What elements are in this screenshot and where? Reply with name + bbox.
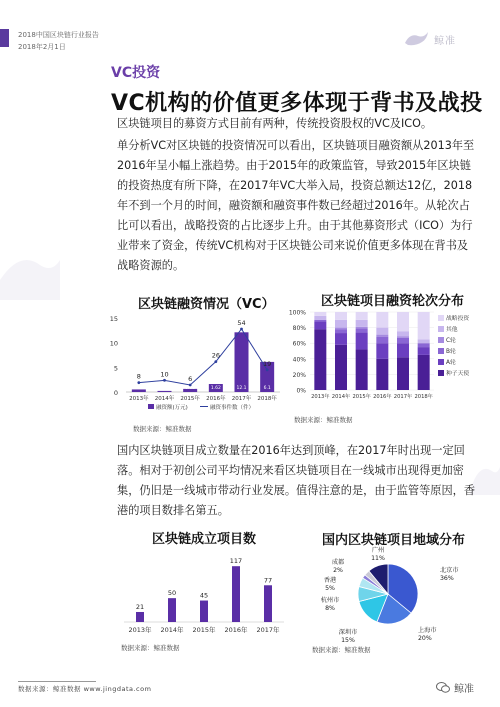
chart2-segment	[356, 332, 368, 349]
chart2-legend-swatch	[438, 315, 444, 321]
chart2-x-tick: 2013年	[311, 394, 330, 400]
chart4-label-name: 北京市	[440, 567, 459, 574]
chart4-label-pct: 5%	[325, 585, 335, 592]
chart2-legend-label: 其他	[446, 327, 458, 333]
chart4-regional-pie	[300, 542, 490, 642]
report-title: 2018中国区块链行业报告	[18, 31, 99, 39]
chart3-value-label: 50	[167, 589, 177, 598]
chart2-x-tick: 2014年	[331, 394, 351, 400]
chart2-segment	[356, 328, 368, 332]
chart4-label-name: 成都	[331, 559, 345, 566]
chart3-bar	[200, 601, 208, 622]
chart2-legend-label: A轮	[446, 360, 456, 366]
chart3-value-label: 117	[229, 557, 243, 566]
footer-divider	[18, 681, 96, 682]
chart2-segment	[397, 338, 409, 343]
chart3-bar	[232, 566, 240, 622]
chart1-y-tick: 15	[109, 315, 118, 323]
paragraph-regional: 国内区块链项目成立数量在2016年达到顶峰，在2017年时出现一定回落。相对于初创公司平均情况来看区块链项目在一线城市出现得更加密集，仍旧是一线城市带动行业发展。值得注意的是，由于监管等原因，香港的项目数排名第五。	[117, 444, 476, 517]
footer-source: 数据来源：鲸准数据 www.jingdata.com	[18, 685, 152, 693]
chart1-amount-label: 0.52	[133, 386, 144, 391]
chart1-event-point	[163, 379, 166, 382]
chart1-amount-label: 0.22	[159, 386, 170, 391]
chart3-project-count	[118, 548, 290, 640]
chart2-x-tick: 2017年	[393, 394, 413, 400]
chart1-legend-swatch-amount	[148, 404, 154, 409]
chart1-event-label: 8	[136, 372, 141, 381]
chart4-label-name: 深圳市	[338, 629, 358, 636]
chart2-segment	[356, 349, 368, 390]
chart2-legend-label: 战略投资	[446, 316, 470, 322]
chart2-segment	[418, 347, 430, 355]
chart4-label-name: 香港	[323, 577, 337, 584]
chart2-segment	[376, 337, 388, 343]
chart2-legend-label: C轮	[446, 338, 456, 344]
chart4-source: 数据来源：鲸准数据	[312, 646, 371, 654]
chart2-segment	[314, 329, 326, 390]
chart4-label-pct: 8%	[325, 605, 335, 612]
chart2-segment	[418, 343, 430, 347]
chart2-round-distribution	[286, 308, 490, 408]
chart2-y-tick: 40%	[292, 356, 306, 364]
chart2-segment	[376, 343, 388, 359]
chart2-segment	[397, 332, 409, 337]
report-date: 2018年2月1日	[18, 43, 66, 51]
chart2-legend-swatch	[438, 337, 444, 343]
chart1-x-tick: 2015年	[180, 396, 200, 402]
whale-icon	[404, 30, 430, 48]
chart1-amount-label: 6.1	[263, 386, 271, 391]
chart1-x-tick: 2017年	[231, 396, 252, 402]
chart1-event-label: 26	[211, 351, 220, 360]
chart2-segment	[397, 343, 409, 357]
chart2-segment	[314, 320, 326, 322]
chart2-segment	[418, 312, 430, 339]
chart1-bar	[158, 391, 172, 392]
chart2-title: 区块链项目融资轮次分布	[321, 294, 465, 309]
chart1-y-tick: 10	[109, 339, 118, 348]
chart1-bar	[235, 332, 249, 392]
chart3-source: 数据来源：鲸准数据	[121, 644, 180, 652]
chart2-y-tick: 0%	[296, 387, 306, 395]
chart4-label-pct: 36%	[440, 575, 454, 582]
chart2-segment	[335, 345, 347, 390]
chart1-legend-events: 融资事件数（件）	[210, 405, 255, 411]
chart2-y-tick: 100%	[288, 309, 306, 317]
chart2-segment	[314, 321, 326, 329]
chart2-legend-swatch	[438, 370, 444, 376]
chart3-bar	[264, 585, 272, 622]
chart2-segment	[356, 312, 368, 320]
chart1-event-point	[189, 384, 192, 387]
chart1-funding-vc	[108, 312, 284, 416]
logo-text: 鲸准	[434, 35, 456, 47]
chart3-x-tick: 2016年	[224, 626, 248, 634]
chart3-x-tick: 2013年	[128, 626, 152, 634]
chart1-y-tick: 0	[113, 389, 118, 397]
chart3-x-tick: 2017年	[256, 626, 280, 634]
chart2-segment	[314, 312, 326, 316]
chart3-value-label: 21	[135, 602, 145, 611]
chart1-legend-amount: 融资额(万元)	[156, 405, 188, 411]
jingzhun-logo	[404, 30, 456, 48]
chart3-x-tick: 2015年	[192, 626, 216, 634]
chart2-segment	[397, 336, 409, 338]
chart2-segment	[376, 359, 388, 390]
chart1-source: 数据来源：鲸准数据	[133, 425, 192, 433]
chart2-segment	[314, 316, 326, 320]
page-title: VC机构的价值更多体现于背书及战投	[111, 91, 483, 116]
chart1-event-label: 54	[237, 319, 246, 327]
chart1-event-point	[214, 360, 217, 363]
chart2-segment	[376, 312, 388, 328]
chart1-amount-label: 1.62	[210, 386, 221, 391]
wechat-icon	[436, 682, 450, 693]
chart2-segment	[418, 339, 430, 343]
chart4-title: 国内区块链项目地域分布	[322, 533, 466, 548]
chart2-legend-swatch	[438, 326, 444, 332]
chart3-value-label: 45	[199, 591, 209, 600]
chart1-title: 区块链融资情况（VC）	[138, 297, 275, 312]
chart1-event-label: 19	[263, 359, 272, 368]
wechat-badge	[436, 680, 474, 695]
chart3-title: 区块链成立项目数	[152, 532, 257, 547]
chart1-x-tick: 2018年	[257, 396, 277, 402]
chart4-label-name: 上海市	[418, 627, 437, 634]
chart2-legend-label: B轮	[446, 349, 456, 355]
chart2-segment	[376, 335, 388, 337]
chart3-value-label: 77	[263, 576, 273, 585]
paragraph-intro: 区块链项目的募资方式目前有两种，传统投资股权的VC及ICO。	[117, 117, 433, 130]
chart2-legend-swatch	[438, 359, 444, 365]
chart1-event-point	[266, 368, 269, 371]
chart2-legend-swatch	[438, 348, 444, 354]
chart4-label-pct: 2%	[333, 567, 343, 574]
chart4-label-name: 杭州市	[320, 597, 340, 604]
chart1-x-tick: 2014年	[154, 396, 175, 402]
chart2-source: 数据来源：鲸准数据	[294, 416, 353, 424]
chart4-label-pct: 11%	[371, 555, 385, 562]
chart2-x-tick: 2015年	[352, 394, 371, 400]
chart1-x-tick: 2016年	[206, 396, 226, 402]
chart2-y-tick: 80%	[292, 325, 306, 333]
chart2-legend-label: 种子天使	[446, 371, 470, 377]
chart2-segment	[356, 327, 368, 329]
chart2-segment	[397, 357, 409, 390]
chart2-y-tick: 60%	[292, 340, 306, 348]
wechat-label: 鲸准	[454, 684, 474, 695]
chart3-bar	[136, 612, 144, 622]
header-accent-bar	[0, 29, 9, 47]
chart1-x-tick: 2013年	[129, 396, 149, 402]
chart4-label-pct: 15%	[341, 637, 355, 642]
chart3-x-tick: 2014年	[160, 626, 184, 634]
chart2-segment	[335, 328, 347, 330]
section-tag: VC投资	[111, 65, 161, 81]
chart4-label-pct: 20%	[418, 635, 432, 642]
chart4-label-name: 广州	[371, 547, 385, 554]
chart2-segment	[335, 312, 347, 320]
chart2-segment	[356, 320, 368, 327]
watermark-whale-icon	[0, 240, 60, 300]
chart2-x-tick: 2018年	[414, 394, 433, 400]
chart2-segment	[335, 329, 347, 333]
chart2-segment	[418, 355, 430, 390]
paragraph-vc-analysis: 单分析VC对区块链的投资情况可以看出，区块链项目融资额从2013年至2016年呈小幅上涨趋势。由于2015年的政策监管，导致2015年区块链的投资热度有所下降，在2017年VC大举入局，投资总额达12亿，2018年不到一个月的时间，融资额和融资事件数已经超过2016年。从轮次占比可以看出，战略投资的占比逐步上升。由于其他募资形式（ICO）为行业带来了资金，传统VC机构对于区块链公司来说价值更多体现在背书及战略资源的。	[117, 139, 475, 272]
chart1-event-point	[137, 381, 140, 384]
chart2-segment	[335, 320, 347, 328]
chart1-amount-label: 12.1	[236, 386, 247, 391]
chart2-segment	[335, 333, 347, 345]
chart1-event-label: 10	[160, 370, 169, 379]
chart2-x-tick: 2016年	[373, 394, 392, 400]
chart1-amount-label: 0.63	[185, 386, 196, 391]
chart2-y-tick: 20%	[292, 371, 306, 379]
chart1-y-tick: 5	[113, 364, 118, 373]
chart1-event-point	[240, 328, 243, 331]
chart3-bar	[168, 598, 176, 622]
chart1-event-label: 6	[188, 375, 193, 383]
chart2-segment	[397, 312, 409, 332]
chart2-segment	[376, 328, 388, 335]
